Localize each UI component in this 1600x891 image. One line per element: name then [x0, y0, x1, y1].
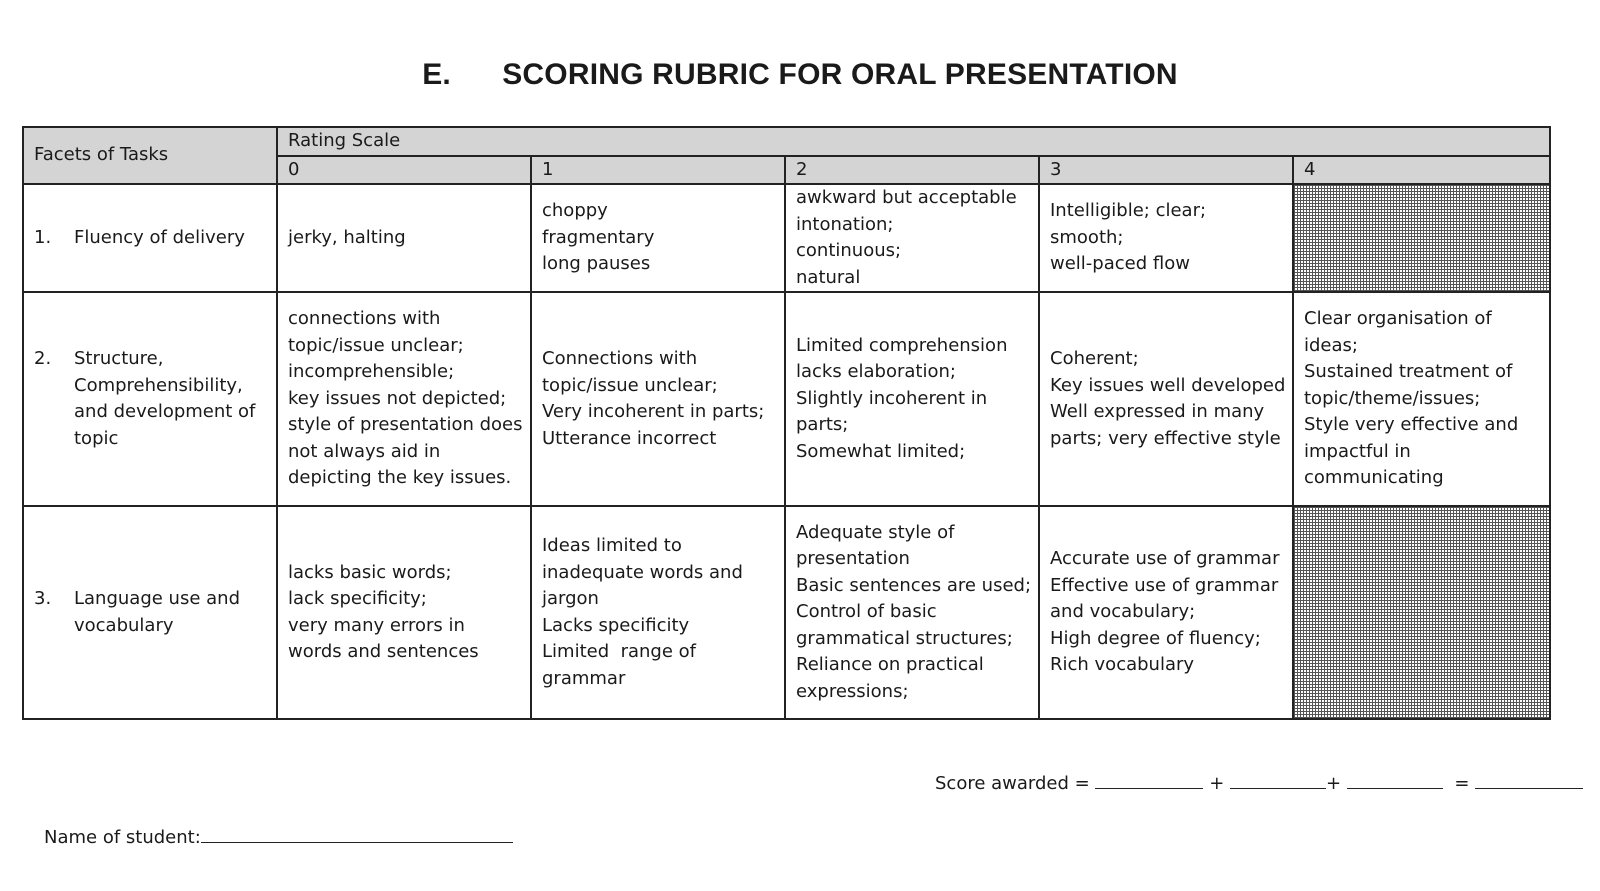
cell-line: incomprehensible;	[288, 361, 455, 383]
cell-line: and vocabulary;	[1050, 601, 1196, 623]
cell-line: Lacks specificity	[542, 614, 690, 636]
cell-line: well-paced flow	[1050, 253, 1190, 275]
facet-cell	[23, 184, 277, 292]
cell-line: parts;	[796, 414, 849, 436]
cell-line: key issues not depicted;	[288, 387, 507, 409]
rating-cell	[1039, 506, 1293, 719]
cell-line: Basic sentences are used;	[796, 574, 1032, 596]
section-number: E.	[422, 58, 451, 91]
cell-line: Ideas limited to	[542, 535, 682, 556]
student-name-label: Name of student:	[44, 827, 201, 848]
cell-line: fragmentary	[542, 226, 655, 248]
cell-line: Sustained treatment of	[1304, 361, 1513, 383]
table-row	[23, 292, 1550, 506]
shaded-cell	[1293, 184, 1550, 292]
scale-level-2: 2	[785, 156, 1039, 185]
cell-line: Style very effective and	[1304, 414, 1519, 436]
table-row	[23, 184, 1550, 292]
facet-name: Fluency of delivery	[74, 226, 245, 248]
cell-line: jargon	[542, 588, 599, 609]
cell-line: presentation	[796, 548, 910, 570]
rating-cell	[277, 292, 531, 506]
cell-line: Key issues well developed	[1050, 374, 1286, 396]
student-name-blank	[201, 822, 513, 843]
cell-line: topic/issue unclear;	[288, 334, 464, 356]
cell-line: Clear organisation of	[1304, 308, 1492, 330]
cell-line: smooth;	[1050, 226, 1124, 248]
cell-line: ideas;	[1304, 334, 1358, 356]
cell-line: Accurate use of grammar	[1050, 548, 1280, 570]
score-line	[935, 768, 1583, 794]
rating-cell	[277, 184, 531, 292]
page-title	[0, 58, 1600, 92]
cell-line: natural	[796, 266, 861, 288]
scale-level-0: 0	[277, 156, 531, 185]
cell-line: Coherent;	[1050, 348, 1139, 369]
cell-line: High degree of fluency;	[1050, 627, 1261, 649]
cell-line: Slightly incoherent in	[796, 387, 988, 409]
score-plus: +	[1326, 773, 1342, 794]
cell-line: style of presentation does	[288, 414, 523, 436]
cell-line: inadequate words and	[542, 561, 743, 583]
cell-line: impactful in	[1304, 440, 1411, 462]
cell-line: choppy	[542, 200, 608, 222]
facet-name: Language use and vocabulary	[74, 588, 240, 636]
rubric-table	[22, 126, 1551, 720]
cell-line: Somewhat limited;	[796, 440, 966, 462]
cell-line: Adequate style of	[796, 521, 955, 543]
cell-line: Utterance incorrect	[542, 427, 717, 449]
facet-cell	[23, 506, 277, 719]
scale-level-3: 3	[1039, 156, 1293, 185]
shaded-cell	[1293, 506, 1550, 719]
cell-line: intonation;	[796, 213, 894, 235]
rating-cell	[531, 184, 785, 292]
cell-line: long pauses	[542, 253, 651, 275]
score-blank-1	[1095, 768, 1203, 789]
score-equals: =	[1454, 773, 1470, 794]
cell-line: awkward but acceptable	[796, 187, 1017, 208]
score-plus: +	[1209, 773, 1225, 794]
title-text: SCORING RUBRIC FOR ORAL PRESENTATION	[502, 58, 1178, 91]
cell-line: lacks basic words;	[288, 561, 452, 583]
cell-line: topic/issue unclear;	[542, 374, 718, 396]
cell-line: depicting the key issues.	[288, 467, 512, 489]
cell-line: topic/theme/issues;	[1304, 387, 1481, 409]
facet-number: 1.	[34, 226, 52, 248]
scale-level-1: 1	[531, 156, 785, 185]
rating-cell	[531, 292, 785, 506]
cell-line: expressions;	[796, 680, 909, 702]
facet-number: 2.	[34, 348, 52, 369]
cell-line: jerky, halting	[288, 226, 406, 248]
rating-cell	[1039, 184, 1293, 292]
rating-cell	[785, 506, 1039, 719]
cell-line: very many errors in	[288, 614, 465, 636]
rating-scale-header: Rating Scale	[277, 127, 1550, 156]
cell-line: Reliance on practical	[796, 654, 984, 676]
facets-header: Facets of Tasks	[23, 127, 277, 184]
cell-line: Very incoherent in parts;	[542, 401, 765, 422]
table-row	[23, 506, 1550, 719]
cell-line: lacks elaboration;	[796, 361, 956, 383]
rating-cell	[531, 506, 785, 719]
cell-line: Well expressed in many	[1050, 401, 1265, 422]
cell-line: communicating	[1304, 467, 1444, 489]
rating-cell	[277, 506, 531, 719]
cell-line: grammar	[542, 667, 626, 689]
cell-line: Effective use of grammar	[1050, 574, 1279, 596]
cell-line: Limited comprehension	[796, 334, 1008, 356]
cell-line: Rich vocabulary	[1050, 654, 1195, 676]
score-label: Score awarded =	[935, 773, 1090, 794]
cell-line: Intelligible; clear;	[1050, 200, 1207, 222]
cell-line: continuous;	[796, 240, 902, 261]
student-name-line	[44, 822, 513, 848]
cell-line: parts; very effective style	[1050, 427, 1281, 449]
facet-number: 3.	[34, 588, 52, 609]
score-blank-2	[1230, 768, 1326, 789]
rating-cell	[785, 184, 1039, 292]
facet-cell	[23, 292, 277, 506]
cell-line: lack specificity;	[288, 588, 427, 609]
score-total-blank	[1475, 768, 1583, 789]
rating-cell	[785, 292, 1039, 506]
cell-line: Control of basic	[796, 601, 937, 623]
cell-line: words and sentences	[288, 641, 479, 662]
score-blank-3	[1347, 768, 1443, 789]
cell-line: connections with	[288, 308, 441, 330]
facet-name: Structure, Comprehensibility, and development of topic	[74, 348, 256, 449]
cell-line: Limited range of	[542, 641, 696, 662]
scale-level-4: 4	[1293, 156, 1550, 185]
cell-line: not always aid in	[288, 440, 441, 462]
rating-cell	[1293, 292, 1550, 506]
cell-line: Connections with	[542, 348, 698, 369]
cell-line: grammatical structures;	[796, 627, 1013, 649]
rating-cell	[1039, 292, 1293, 506]
